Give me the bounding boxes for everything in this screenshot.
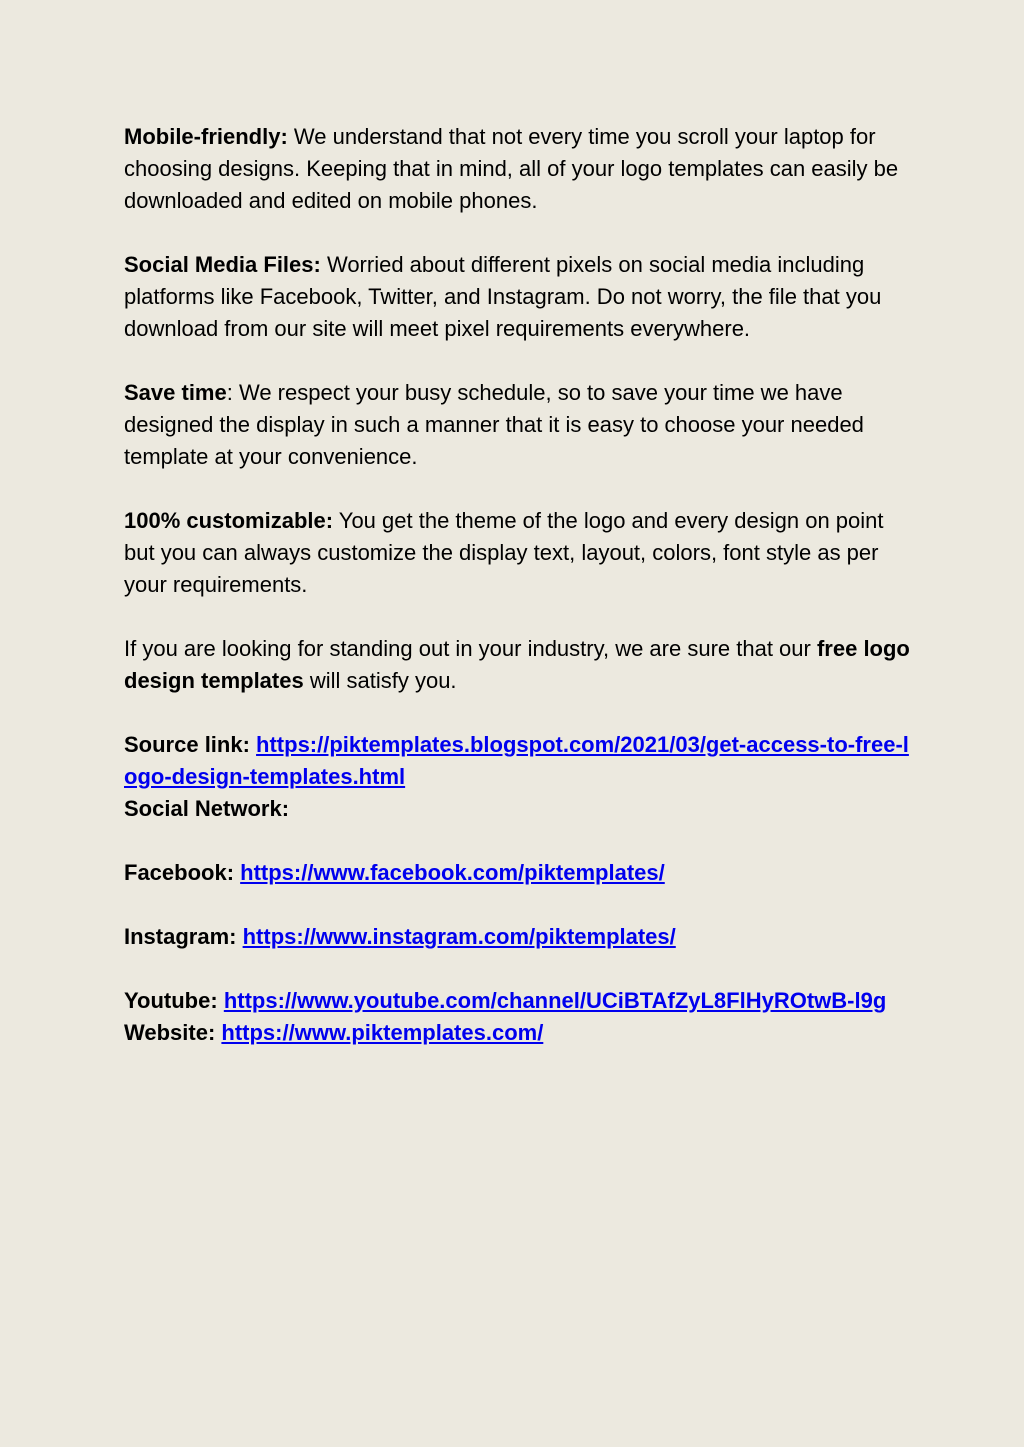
customizable-paragraph: [124, 505, 914, 601]
instagram-label: Instagram:: [124, 924, 237, 949]
youtube-link[interactable]: https://www.youtube.com/channel/UCiBTAfZyL8FlHyROtwB-l9g: [223, 988, 887, 1013]
website-label: Website:: [124, 1020, 216, 1045]
instagram-link[interactable]: https://www.instagram.com/piktemplates/: [242, 924, 676, 949]
website-line: [124, 1017, 914, 1049]
youtube-label: Youtube:: [124, 988, 218, 1013]
social-media-paragraph: [124, 249, 914, 345]
closing-bold-phrase: free logo design templates: [124, 636, 910, 693]
customizable-heading: 100% customizable:: [124, 508, 334, 533]
social-media-text: Worried about different pixels on social media including platforms like Facebook, Twitter, and Instagram. Do not worry, the file that you download from our site will meet pixel requirements everywhere.: [124, 252, 882, 341]
save-time-text: : We respect your busy schedule, so to save your time we have designed the display in such a manner that it is easy to choose your needed template at your convenience.: [124, 380, 864, 469]
social-media-heading: Social Media Files:: [124, 252, 321, 277]
source-link-line: [124, 729, 914, 793]
closing-text-before: If you are looking for standing out in your industry, we are sure that our: [124, 636, 817, 661]
source-link-label: Source link:: [124, 732, 250, 757]
customizable-text: You get the theme of the logo and every design on point but you can always customize the display text, layout, colors, font style as per your requirements.: [124, 508, 884, 597]
save-time-heading: Save time: [124, 380, 227, 405]
closing-text-after: will satisfy you.: [303, 668, 457, 693]
mobile-friendly-heading: Mobile-friendly:: [124, 124, 288, 149]
source-link[interactable]: https://piktemplates.blogspot.com/2021/03/get-access-to-free-logo-design-templates.html: [124, 732, 909, 789]
youtube-line: [124, 985, 914, 1017]
facebook-link[interactable]: https://www.facebook.com/piktemplates/: [240, 860, 665, 885]
social-network-heading: Social Network:: [124, 796, 290, 821]
instagram-line: [124, 921, 914, 953]
save-time-paragraph: [124, 377, 914, 473]
website-link[interactable]: https://www.piktemplates.com/: [221, 1020, 544, 1045]
document-body: [124, 121, 914, 1049]
closing-paragraph: [124, 633, 914, 697]
facebook-line: [124, 857, 914, 889]
mobile-friendly-paragraph: [124, 121, 914, 217]
facebook-label: Facebook:: [124, 860, 235, 885]
mobile-friendly-text: We understand that not every time you scroll your laptop for choosing designs. Keeping that in mind, all of your logo templates can easily be downloaded and edited on mobile phones.: [124, 124, 899, 213]
